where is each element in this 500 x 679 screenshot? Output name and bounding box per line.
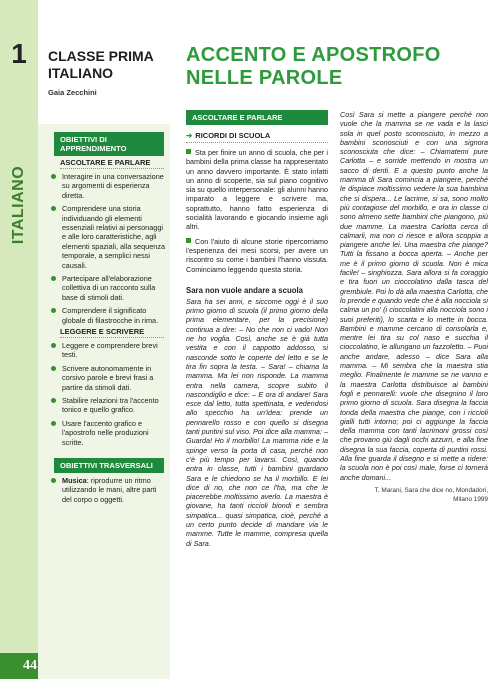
list-item: Partecipare all'elaborazione collettiva di un racconto sulla base di stimoli dati. [48, 274, 166, 302]
story-text-continued: Così Sara si mette a piangere perché non vuole che la mamma se ne vada e la lasci sola in quel posto sconosciuto, in mezzo a bambini sconosciuti e con una signora sconosciuta che dice: – Chiamatemi pure Carlotta – e sorride mettendo in mostra un sacco di denti. E a questo punto anche la mamma di Sara comincia a piangere, perché le dispiace moltissimo vedere la sua bambina che si dispera... Le lacrime, si sa, sono molto più contagiose del morbillo, e ora in classe ci sono almeno sette bambini che piangono, più due mamme. La maestra Carlotta cerca di calmarli, ma non ci riesce e allora scoppia a piangere anche lei. Una maestra che piange? Tutti la fissano a bocca aperta. – Anche per me è il primo giorno di scuola. Non è mica facile! – singhiozza. Sara allora si fa coraggio e tira fuori un cioccolatino dalla tasca del grembiule. Poi lo dà alla maestra Carlotta, che lo prende e quando vede che è alla nocciola si calma un po' (i cioccolatini alla nocciola sono i suoi preferiti), lo scarta e lo mette in bocca. Bambini e mamme cercano di consolarla e, mentre lei tira su col naso e succhia il cioccolatino, le allungano un fazzoletto. – Puoi anche andare, adesso – dice Sara alla mamma. – Mi sembra che la maestra stia meglio. Finalmente le mamme se ne vanno e la maestra Carlotta distribuisce ai bambini fogli e pennarelli: vuole che disegnino il loro primo giorno di scuola. Sara disegna la faccia tonda della maestra che piange, con i riccioli gialli tutti intorno; poi ci aggiunge la faccia della mamma con tanti lacrimoni grossi così che provano giù dagli occhi azzurri, e alla fine disegna la sua faccia, coperta di puntini rossi. Alla fine guarda il disegno e si mette a ridere: la scuola non è poi così male, forse ci tornerà anche domani... [340, 110, 488, 482]
reading-list [48, 341, 166, 451]
title-line-1: ACCENTO E APOSTROFO [186, 44, 441, 66]
class-heading [48, 48, 154, 82]
list-item: Musica: riprodurre un ritmo utilizzando le mani, altre parti del corpo o oggetti. [48, 476, 166, 504]
class-line: CLASSE PRIMA [48, 48, 154, 64]
list-item: Stabilire relazioni tra l'accento tonico e quello grafico. [48, 396, 166, 415]
subsection-heading: ➔ RICORDI DI SCUOLA [186, 131, 328, 143]
intro-paragraph: Sta per finire un anno di scuola, che per i bambini della prima classe ha rappresentato un anno davvero importante. È stato infatti un anno di scoperte, sia sul piano cognitivo sia su quello interpersonale: gli alunni hanno imparato a leggere e scrivere ma, soprattutto, hanno fatto esperienza di socialità lavorando e giocando insieme agli altri. [186, 148, 328, 232]
unit-number: 1 [11, 38, 27, 69]
arrow-right-icon: ➔ [186, 131, 193, 140]
listening-heading: ASCOLTARE E PARLARE [60, 158, 164, 169]
listening-list [48, 172, 166, 329]
subject-line: ITALIANO [48, 65, 114, 81]
list-item: Comprendere una storia individuando gli elementi essenziali relativi ai personaggi e alle loro caratteristiche, agli elementi spaziali, alla sequenza temporale, a semplici nessi causali. [48, 204, 166, 270]
section-bar: ASCOLTARE E PARLARE [186, 110, 328, 125]
intro-paragraph: Con l'aiuto di alcune storie ripercorriamo l'esperienza dei mesi scorsi, per avere un riscontro su come i bambini l'hanno vissuta. Cominciamo leggendo questa storia. [186, 236, 328, 274]
author: Gaia Zecchini [48, 88, 97, 97]
square-bullet-icon [186, 149, 191, 154]
list-item: Leggere e comprendere brevi testi. [48, 341, 166, 360]
title-line-2: NELLE PAROLE [186, 67, 343, 89]
source-citation: T. Marani, Sara che dice no, Mondadori, Milano 1999 [374, 486, 488, 503]
transversal-list [48, 476, 166, 508]
transversal-heading: OBIETTIVI TRASVERSALI [54, 458, 164, 473]
text-column-middle [186, 110, 328, 548]
subject-vertical-label: ITALIANO [10, 165, 27, 245]
text-column-right [340, 110, 488, 504]
side-strip [0, 0, 38, 679]
list-item: Interagire in una conversazione su argomenti di esperienza diretta. [48, 172, 166, 200]
story-title: Sara non vuole andare a scuola [186, 285, 303, 295]
objectives-heading: OBIETTIVI DI APPRENDIMENTO [54, 132, 164, 156]
square-bullet-icon [186, 238, 191, 243]
page-number: 44 [0, 653, 60, 679]
list-item: Comprendere il significato globale di filastrocche in rima. [48, 306, 166, 325]
list-item: Scrivere autonomamente in corsivo parole e brevi frasi a partire da stimoli dati. [48, 364, 166, 392]
list-item: Usare l'accento grafico e l'apostrofo nelle produzioni scritte. [48, 419, 166, 447]
reading-heading: LEGGERE E SCRIVERE [60, 327, 164, 338]
page-title [186, 44, 441, 90]
story-text: Sara ha sei anni, e siccome oggi è il suo primo giorno di scuola (il primo giorno della prima elementare, per la precisione) continua a dire: – No che non ci vado! Non ne ho voglia. Così, anche se è già tutta vestita e con il cappotto addosso, si nasconde sotto le coperte del letto e se le tira fin sopra la testa. – Sara! – chiama la mamma. Ma lei non risponde. La mamma entra nella camera, scopre subito il nascondiglio e dice: – E ora di andare! Sara esce dal letto, tutta spettinata, e vedendosi allo specchio ha un'idea: prende un pennarello rosso e con quello si disegna tanti puntini sul viso. Poi dice alla mamma: – Guarda! Ho il morbillo! La mamma ride e la spinge verso la porta di casa, perché non c'è più tempo per lavarsi. Così, quando entra in classe, tutti i bambini guardano Sara e le chiedono se ha il morbillo. E lei dice di no, che non ce l'ha, ma che le piacerebbe moltissimo averlo. La maestra è giovane, ha tanti riccioli biondi e sembra simpatica... quasi simpatica, cioè, perché a un certo punto decide di mandare via le mamme. Tutte le mamme, compresa quella di Sara. [186, 296, 328, 548]
